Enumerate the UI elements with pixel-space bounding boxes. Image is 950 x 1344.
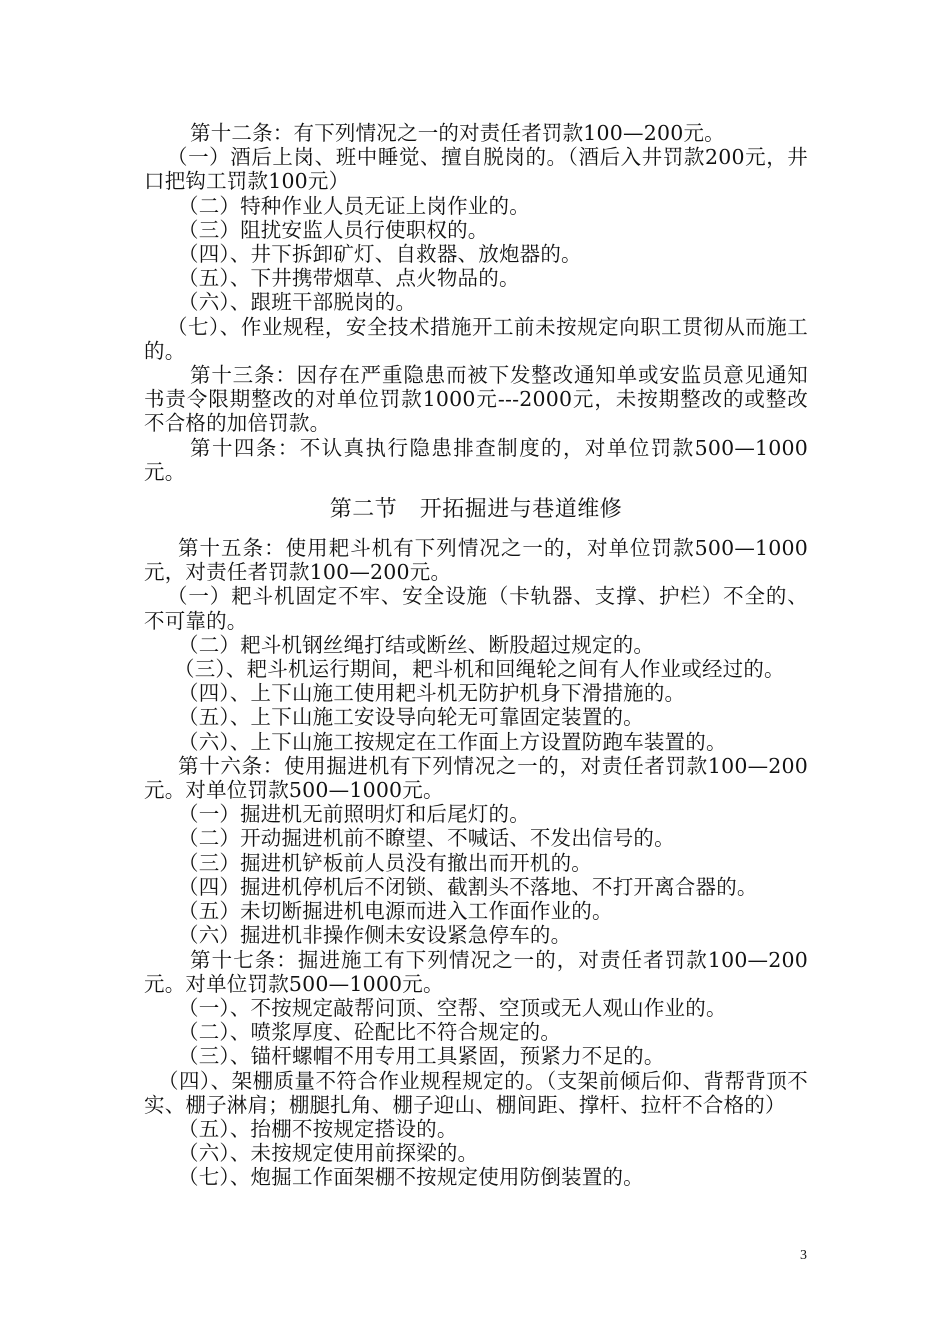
paragraph: 第十七条：掘进施工有下列情况之一的，对责任者罚款100—200元。对单位罚款500—1000元。 — [144, 947, 808, 996]
paragraph: 第十三条：因存在严重隐患而被下发整改通知单或安监员意见通知书责令限期整改的对单位罚款1000元---2000元，未按期整改的或整改不合格的加倍罚款。 — [144, 363, 808, 436]
paragraph-group-a — [144, 121, 808, 484]
paragraph: （七）、作业规程，安全技术措施开工前未按规定向职工贯彻从而施工的。 — [144, 314, 808, 363]
paragraph: （七）、炮掘工作面架棚不按规定使用防倒装置的。 — [178, 1165, 644, 1190]
paragraph: （五）、下井携带烟草、点火物品的。 — [178, 266, 520, 291]
paragraph: （二）、喷浆厚度、砼配比不符合规定的。 — [178, 1020, 562, 1045]
paragraph: （四）、井下拆卸矿灯、自救器、放炮器的。 — [178, 242, 582, 267]
paragraph: 第十五条：使用耙斗机有下列情况之一的，对单位罚款500—1000元，对责任者罚款100—200元。 — [144, 536, 808, 585]
paragraph: （一）掘进机无前照明灯和后尾灯的。 — [178, 802, 530, 827]
paragraph: （六）、未按规定使用前探梁的。 — [178, 1141, 479, 1166]
paragraph: （二）耙斗机钢丝绳打结或断丝、断股超过规定的。 — [178, 632, 655, 657]
paragraph: （六）、上下山施工按规定在工作面上方设置防跑车装置的。 — [178, 729, 727, 754]
paragraph: （一）酒后上岗、班中睡觉、擅自脱岗的。（酒后入井罚款200元，井口把钩工罚款100元） — [144, 145, 808, 194]
paragraph: 第十二条：有下列情况之一的对责任者罚款100—200元。 — [190, 121, 725, 145]
paragraph: （五）、抬棚不按规定搭设的。 — [178, 1116, 458, 1141]
paragraph: （四）、上下山施工使用耙斗机无防护机身下滑措施的。 — [178, 681, 686, 706]
paragraph: （六）、跟班干部脱岗的。 — [178, 290, 417, 315]
paragraph: （二）开动掘进机前不瞭望、不喊话、不发出信号的。 — [178, 826, 675, 851]
paragraph: （五）、上下山施工安设导向轮无可靠固定装置的。 — [178, 705, 644, 730]
paragraph: 第十六条：使用掘进机有下列情况之一的，对责任者罚款100—200元。对单位罚款500—1000元。 — [144, 753, 808, 803]
paragraph-group-b — [144, 536, 808, 1189]
paragraph: （三）、耙斗机运行期间，耙斗机和回绳轮之间有人作业或经过的。 — [174, 657, 785, 682]
paragraph: （一）、不按规定敲帮问顶、空帮、空顶或无人观山作业的。 — [178, 995, 727, 1020]
paragraph: （一）耙斗机固定不牢、安全设施（卡轨器、支撑、护栏）不全的、不可靠的。 — [144, 584, 808, 633]
section-heading: 第二节 开拓掘进与巷道维修 — [329, 497, 623, 523]
page-number: 3 — [800, 1248, 807, 1263]
paragraph: （三）阻扰安监人员行使职权的。 — [178, 217, 489, 242]
paragraph: （四）、架棚质量不符合作业规程规定的。（支架前倾后仰、背帮背顶不实、棚子淋肩；棚腿扎角、棚子迎山、棚间距、撑杆、拉杆不合格的） — [144, 1068, 808, 1117]
paragraph: （四）掘进机停机后不闭锁、截割头不落地、不打开离合器的。 — [178, 874, 758, 899]
paragraph: （三）掘进机铲板前人员没有撤出而开机的。 — [178, 850, 592, 875]
paragraph: （二）特种作业人员无证上岗作业的。 — [178, 193, 530, 218]
paragraph: （六）掘进机非操作侧未安设紧急停车的。 — [178, 923, 572, 948]
paragraph: （五）未切断掘进机电源而进入工作面作业的。 — [178, 899, 613, 924]
paragraph: （三）、锚杆螺帽不用专用工具紧固，预紧力不足的。 — [178, 1044, 665, 1069]
paragraph: 第十四条：不认真执行隐患排查制度的，对单位罚款500—1000元。 — [144, 435, 808, 484]
document-body — [144, 121, 808, 1190]
